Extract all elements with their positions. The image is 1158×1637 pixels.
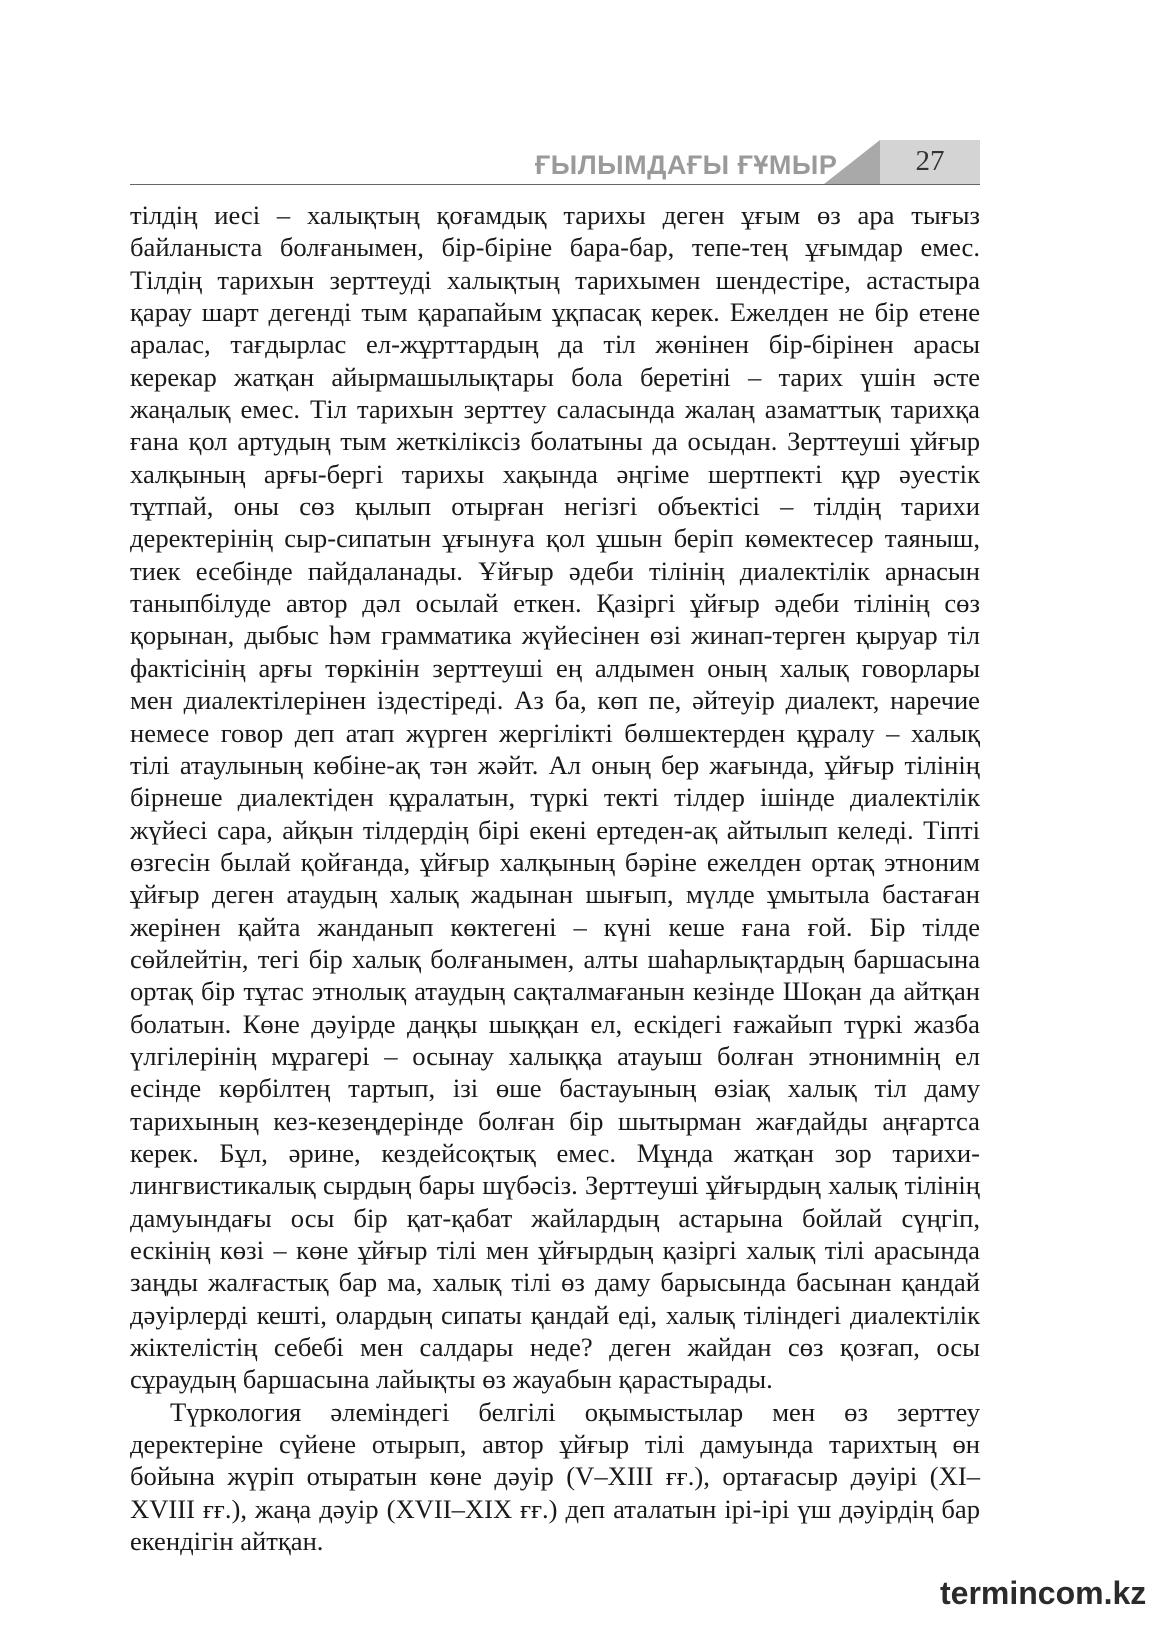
section-title: ҒЫЛЫМДАҒЫ ҒҰМЫР: [535, 150, 838, 180]
header-rule: [130, 184, 980, 185]
paragraph-1: тілдің иесі – халықтың қоғамдық тарихы деген ұғым өз ара тығыз байланыста болғанымен, бір-біріне бара-бар, тепе-тең ұғымдар емес. Тілдің тарихын зерттеуді халықтың тарихымен шендестіре, астастыра қарау шарт дегенді тым қарапайым ұқпасақ керек. Ежелден не бір етене аралас, тағдырлас ел-жұрттардың да тіл жөнінен бір-бірінен арасы керекар жатқан айырмашылықтары бола беретіні – тарих үшін әсте жаңалық емес. Тіл тарихын зерттеу саласында жалаң азаматтық тарихқа ғана қол артудың тым жеткіліксіз болатыны да осыдан. Зерттеуші ұйғыр халқының арғы-бергі тарихы хақында әңгіме шертпекті құр әуестік тұтпай, оны сөз қылып отырған негізгі объектісі – тілдің тарихи деректерінің сыр-сипатын ұғынуға қол ұшын беріп көмектесер таяныш, тиек есебінде пайдаланады. Ұйғыр әдеби тілінің диалектілік арнасын таныпбілуде автор дәл осылай еткен. Қазіргі ұйғыр әдеби тілінің сөз қорынан, дыбыс һәм грамматика жүйесінен өзі жинап-терген қыруар тіл фактісінің арғы төркінін зерттеуші ең алдымен оның халық говорлары мен диалектілерінен іздестіреді. Аз ба, көп пе, әйтеуір диалект, наречие немесе говор деп атап жүрген жергілікті бөлшектерден құралу – халық тілі атаулының көбіне-ақ тән жәйт. Ал оның бер жағында, ұйғыр тілінің бірнеше диалектіден құралатын, түркі текті тілдер ішінде диалектілік жүйесі сара, айқын тілдердің бірі екені ертеден-ақ айтылып келеді. Тіпті өзгесін былай қойғанда, ұйғыр халқының бәріне ежелден ортақ этноним ұйғыр деген атаудың халық жадынан шығып, мүлде ұмытыла бастаған жерінен қайта жанданып көктегені – күні кеше ғана ғой. Бір тілде сөйлейтін, тегі бір халық болғанымен, алты шаһарлықтардың баршасына ортақ бір тұтас этнолық атаудың сақталмағанын кезінде Шоқан да айтқан болатын. Көне дәуірде даңқы шыққан ел, ескідегі ғажайып түркі жазба үлгілерінің мұрагері – осынау халыққа атауыш болған этнонимнің ел есінде көрбілтең тартып, ізі өше бастауының өзіақ халық тіл даму тарихының кез-кезеңдерінде болған бір шытырман жағдайды аңғартса керек. Бұл, әрине, кездейсоқтық емес. Мұнда жатқан зор тарихи-лингвистикалық сырдың бары шүбәсіз. Зерттеуші ұйғырдың халық тілінің дамуындағы осы бір қат-қабат жайлардың астарына бойлай сүңгіп, ескінің көзі – көне ұйғыр тілі мен ұйғырдың қазіргі халық тілі арасында заңды жалғастық бар ма, халық тілі өз даму барысында басынан қандай дәуірлерді кешті, олардың сипаты қандай еді, халық тіліндегі диалектілік жіктелістің себебі мен салдары неде? деген жайдан сөз қозғап, осы сұраудың баршасына лайықты өз жауабын қарастырады.: [130, 200, 980, 1395]
header-wedge-shape: [824, 140, 880, 184]
body-text: [130, 199, 980, 1557]
page-number: 27: [915, 145, 945, 177]
site-watermark: termincom.kz: [940, 1575, 1147, 1611]
paragraph-2: Түркология әлеміндегі белгілі оқымыстылар мен өз зерттеу деректеріне сүйене отырып, автор ұйғыр тілі дамуында тарихтың өн бойына жүріп отыратын көне дәуір (V–XIII ғғ.), ортағасыр дәуірі (XI–XVIII ғғ.), жаңа дәуір (XVII–XIX ғғ.) деп аталатын ірі-ірі үш дәуірдің бар екендігін айтқан.: [130, 1396, 980, 1557]
